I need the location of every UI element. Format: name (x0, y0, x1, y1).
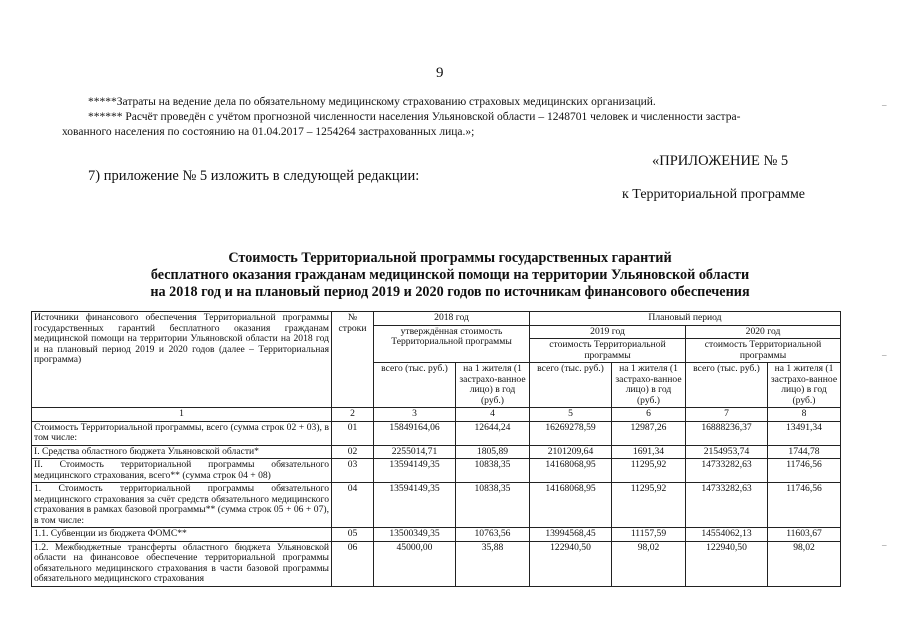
margin-mark: – (882, 540, 887, 550)
page-number: 9 (436, 65, 444, 81)
row-value: 11746,56 (768, 483, 841, 528)
row-value: 16888236,37 (686, 421, 768, 445)
header-row-number: № строки (332, 312, 374, 408)
row-value: 98,02 (612, 541, 686, 586)
row-source: 1. Стоимость территориальной программы обязательного медицинского страхования за счёт средств обязательного медицинского страхования в рамках базовой программы** (сумма строк 05 + 06 + 07), в том числе: (32, 483, 332, 528)
row-value: 1805,89 (456, 445, 530, 459)
column-number: 4 (456, 408, 530, 422)
row-value: 14733282,63 (686, 459, 768, 483)
row-value: 13491,34 (768, 421, 841, 445)
row-number: 01 (332, 421, 374, 445)
column-number: 1 (32, 408, 332, 422)
row-value: 14168068,95 (530, 459, 612, 483)
header-planned-period: Плановый период (530, 312, 841, 326)
column-number: 7 (686, 408, 768, 422)
row-value: 11295,92 (612, 459, 686, 483)
table-row (32, 421, 841, 445)
row-value: 122940,50 (530, 541, 612, 586)
row-value: 13994568,45 (530, 528, 612, 542)
row-value: 2255014,71 (374, 445, 456, 459)
header-total-2019: всего (тыс. руб.) (530, 363, 612, 408)
row-value: 45000,00 (374, 541, 456, 586)
title-line: на 2018 год и на плановый период 2019 и 2020 годов по источникам финансового обеспечения (150, 284, 750, 300)
header-total-2018: всего (тыс. руб.) (374, 363, 456, 408)
column-number: 2 (332, 408, 374, 422)
document-title (60, 250, 840, 301)
row-source: Стоимость Территориальной программы, всего (сумма строк 02 + 03), в том числе: (32, 421, 332, 445)
row-value: 98,02 (768, 541, 841, 586)
title-line: бесплатного оказания гражданам медицинской помощи на территории Ульяновской области (150, 267, 750, 283)
row-value: 11603,67 (768, 528, 841, 542)
column-number: 6 (612, 408, 686, 422)
row-value: 14168068,95 (530, 483, 612, 528)
header-approved-cost: утверждённая стоимость Территориальной программы (374, 325, 530, 363)
header-per-capita-2018: на 1 жителя (1 застрахо-ванное лицо) в год (руб.) (456, 363, 530, 408)
row-value: 12987,26 (612, 421, 686, 445)
row-value: 1744,78 (768, 445, 841, 459)
row-value: 10838,35 (456, 459, 530, 483)
row-value: 11295,92 (612, 483, 686, 528)
row-value: 12644,24 (456, 421, 530, 445)
row-value: 35,88 (456, 541, 530, 586)
header-cost-2020: стоимость Территориальной программы (686, 339, 841, 363)
column-number: 3 (374, 408, 456, 422)
row-value: 13594149,35 (374, 483, 456, 528)
row-value: 11157,59 (612, 528, 686, 542)
header-sources: Источники финансового обеспечения Территориальной программы государственных гарантий бесплатного оказания гражданам медицинской помощи на территории Ульяновской области на 2018 год и на плановый период 2019 и 2020 годов (далее – Территориальная программа) (32, 312, 332, 408)
row-value: 13500349,35 (374, 528, 456, 542)
table-row (32, 528, 841, 542)
row-number: 06 (332, 541, 374, 586)
header-year-2019: 2019 год (530, 325, 686, 339)
row-value: 14733282,63 (686, 483, 768, 528)
row-value: 2154953,74 (686, 445, 768, 459)
margin-mark: – (882, 100, 887, 110)
amendment-instruction: 7) приложение № 5 изложить в следующей редакции: (88, 168, 420, 184)
header-per-capita-2019: на 1 жителя (1 застрахо-ванное лицо) в год (руб.) (612, 363, 686, 408)
row-source: II. Стоимость территориальной программы обязательного медицинского страхования, всего** (сумма строк 04 + 08) (32, 459, 332, 483)
row-source: 1.1. Субвенции из бюджета ФОМС** (32, 528, 332, 542)
row-value: 15849164,06 (374, 421, 456, 445)
margin-mark: – (882, 350, 887, 360)
row-value: 122940,50 (686, 541, 768, 586)
table-row (32, 459, 841, 483)
row-value: 14554062,13 (686, 528, 768, 542)
table-row (32, 483, 841, 528)
appendix-label: «ПРИЛОЖЕНИЕ № 5 (652, 153, 789, 169)
column-number: 5 (530, 408, 612, 422)
row-number: 03 (332, 459, 374, 483)
row-number: 02 (332, 445, 374, 459)
row-value: 16269278,59 (530, 421, 612, 445)
header-year-2018: 2018 год (374, 312, 530, 326)
footnote-6-cont: хованного населения по состоянию на 01.04.2017 – 1254264 застрахованных лица.»; (62, 126, 475, 138)
column-number-row (32, 408, 841, 422)
title-line: Стоимость Территориальной программы государственных гарантий (228, 250, 672, 266)
table-row (32, 541, 841, 586)
header-total-2020: всего (тыс. руб.) (686, 363, 768, 408)
table-row (32, 445, 841, 459)
row-value: 13594149,35 (374, 459, 456, 483)
row-source: I. Средства областного бюджета Ульяновской области* (32, 445, 332, 459)
cost-table (31, 311, 841, 587)
row-value: 10763,56 (456, 528, 530, 542)
row-number: 05 (332, 528, 374, 542)
row-value: 10838,35 (456, 483, 530, 528)
appendix-reference: к Территориальной программе (622, 187, 806, 202)
row-number: 04 (332, 483, 374, 528)
row-value: 1691,34 (612, 445, 686, 459)
row-value: 2101209,64 (530, 445, 612, 459)
row-value: 11746,56 (768, 459, 841, 483)
header-year-2020: 2020 год (686, 325, 841, 339)
column-number: 8 (768, 408, 841, 422)
header-cost-2019: стоимость Территориальной программы (530, 339, 686, 363)
row-source: 1.2. Межбюджетные трансферты областного бюджета Ульяновской области на финансовое обеспечение территориальной программы обязательного медицинского страхования в части базовой программы обязательного медицинского страхования (32, 541, 332, 586)
footnote-6: ****** Расчёт проведён с учётом прогнозной численности населения Ульяновской области – 1248701 человек и численности застра- (88, 111, 741, 123)
footnote-5: *****Затраты на ведение дела по обязательному медицинскому страхованию страховых медицинских организаций. (88, 96, 656, 108)
header-per-capita-2020: на 1 жителя (1 застрахо-ванное лицо) в год (руб.) (768, 363, 841, 408)
